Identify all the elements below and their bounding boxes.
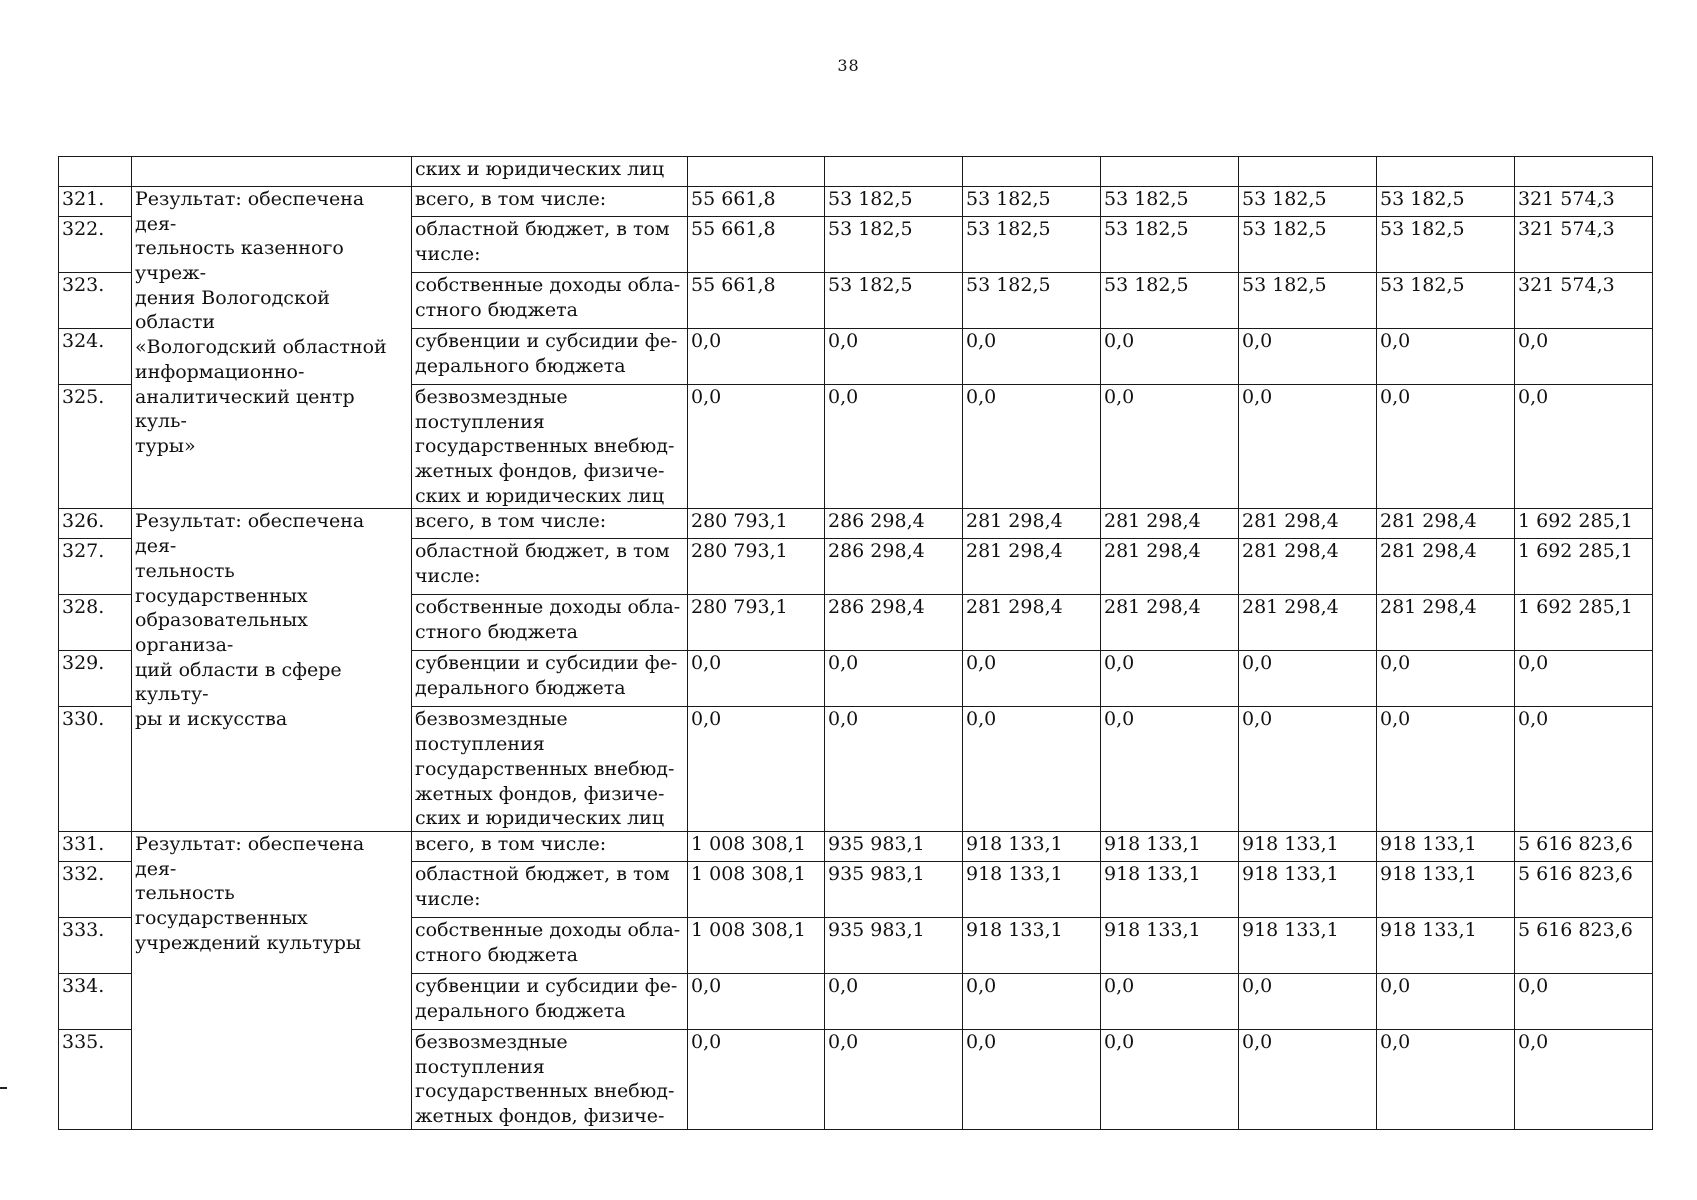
value-cell: 281 298,4 <box>1239 595 1377 651</box>
value-cell: 918 133,1 <box>963 861 1101 917</box>
value-cell: 0,0 <box>1515 385 1653 509</box>
value-cell: 0,0 <box>1101 385 1239 509</box>
value-cell: 53 182,5 <box>825 273 963 329</box>
value-cell: 0,0 <box>688 329 825 385</box>
value-cell: 0,0 <box>1101 707 1239 831</box>
value-cell: 918 133,1 <box>963 831 1101 861</box>
value-cell: 53 182,5 <box>1239 217 1377 273</box>
value-cell: 918 133,1 <box>1239 917 1377 973</box>
table-row <box>59 187 1653 217</box>
table-row <box>59 509 1653 539</box>
value-cell: 918 133,1 <box>1239 831 1377 861</box>
value-cell: 918 133,1 <box>1101 831 1239 861</box>
source-cell: всего, в том числе: <box>412 509 688 539</box>
value-cell: 281 298,4 <box>1377 509 1515 539</box>
value-cell: 0,0 <box>1515 651 1653 707</box>
value-cell: 281 298,4 <box>1101 595 1239 651</box>
value-cell: 918 133,1 <box>963 917 1101 973</box>
value-cell: 0,0 <box>963 1029 1101 1129</box>
value-cell: 55 661,8 <box>688 217 825 273</box>
value-cell: 0,0 <box>963 651 1101 707</box>
value-cell: 321 574,3 <box>1515 217 1653 273</box>
value-cell: 55 661,8 <box>688 273 825 329</box>
value-cell: 0,0 <box>963 385 1101 509</box>
value-cell: 53 182,5 <box>1377 217 1515 273</box>
value-cell: 918 133,1 <box>1101 861 1239 917</box>
value-cell: 0,0 <box>688 707 825 831</box>
value-cell: 0,0 <box>1377 385 1515 509</box>
value-cell: 935 983,1 <box>825 831 963 861</box>
margin-mark <box>0 1087 7 1089</box>
table-body <box>59 157 1653 1130</box>
value-cell: 1 008 308,1 <box>688 861 825 917</box>
row-number-cell: 334. <box>59 973 132 1029</box>
value-cell: 0,0 <box>825 1029 963 1129</box>
value-cell: 281 298,4 <box>963 595 1101 651</box>
value-cell: 53 182,5 <box>825 217 963 273</box>
value-cell: 281 298,4 <box>1377 539 1515 595</box>
value-cell: 0,0 <box>825 973 963 1029</box>
value-cell: 280 793,1 <box>688 595 825 651</box>
value-cell: 0,0 <box>1239 385 1377 509</box>
row-number-cell: 331. <box>59 831 132 861</box>
value-cell: 53 182,5 <box>1101 273 1239 329</box>
value-cell: 918 133,1 <box>1101 917 1239 973</box>
value-cell: 0,0 <box>688 1029 825 1129</box>
value-cell: 286 298,4 <box>825 595 963 651</box>
value-cell: 53 182,5 <box>1239 187 1377 217</box>
value-cell: 0,0 <box>1515 329 1653 385</box>
value-cell: 281 298,4 <box>963 539 1101 595</box>
value-cell: 0,0 <box>825 651 963 707</box>
row-number-cell: 324. <box>59 329 132 385</box>
source-cell: собственные доходы обла- стного бюджета <box>412 917 688 973</box>
value-cell: 0,0 <box>1377 707 1515 831</box>
value-cell: 286 298,4 <box>825 509 963 539</box>
result-cell: Результат: обеспечена дея- тельность казенного учреж- дения Вологодской области «Вологодский областной информационно- аналитический центр куль- туры» <box>132 187 412 509</box>
value-cell: 1 692 285,1 <box>1515 509 1653 539</box>
value-cell: 0,0 <box>963 329 1101 385</box>
row-number-cell <box>59 157 132 187</box>
value-cell: 53 182,5 <box>1377 187 1515 217</box>
row-number-cell: 326. <box>59 509 132 539</box>
value-cell: 281 298,4 <box>1377 595 1515 651</box>
value-cell: 0,0 <box>825 329 963 385</box>
page-number: 38 <box>837 56 860 75</box>
value-cell: 0,0 <box>688 651 825 707</box>
value-cell: 0,0 <box>1515 707 1653 831</box>
row-number-cell: 333. <box>59 917 132 973</box>
value-cell: 0,0 <box>1377 973 1515 1029</box>
value-cell <box>1377 157 1515 187</box>
value-cell: 53 182,5 <box>963 273 1101 329</box>
source-cell: безвозмездные поступления государственных внебюд- жетных фондов, физиче- ских и юридических лиц <box>412 707 688 831</box>
value-cell: 0,0 <box>963 707 1101 831</box>
row-number-cell: 330. <box>59 707 132 831</box>
row-number-cell: 335. <box>59 1029 132 1129</box>
value-cell: 0,0 <box>1515 1029 1653 1129</box>
value-cell: 0,0 <box>688 973 825 1029</box>
value-cell: 918 133,1 <box>1377 917 1515 973</box>
continuation-row <box>59 157 1653 187</box>
value-cell: 0,0 <box>825 385 963 509</box>
value-cell: 0,0 <box>1239 707 1377 831</box>
value-cell <box>963 157 1101 187</box>
row-number-cell: 332. <box>59 861 132 917</box>
source-cell: всего, в том числе: <box>412 831 688 861</box>
value-cell: 0,0 <box>688 385 825 509</box>
value-cell: 918 133,1 <box>1239 861 1377 917</box>
source-cell: субвенции и субсидии фе- дерального бюджета <box>412 329 688 385</box>
value-cell <box>825 157 963 187</box>
result-cell <box>132 157 412 187</box>
value-cell <box>1515 157 1653 187</box>
source-cell: безвозмездные поступления государственных внебюд- жетных фондов, физиче- ских и юридических лиц <box>412 385 688 509</box>
value-cell: 5 616 823,6 <box>1515 917 1653 973</box>
value-cell: 281 298,4 <box>1239 539 1377 595</box>
value-cell: 321 574,3 <box>1515 273 1653 329</box>
value-cell: 53 182,5 <box>825 187 963 217</box>
value-cell: 53 182,5 <box>963 187 1101 217</box>
value-cell: 0,0 <box>1239 1029 1377 1129</box>
source-cell: областной бюджет, в том числе: <box>412 217 688 273</box>
value-cell <box>1101 157 1239 187</box>
value-cell: 0,0 <box>1101 973 1239 1029</box>
value-cell: 0,0 <box>1239 651 1377 707</box>
source-cell: собственные доходы обла- стного бюджета <box>412 273 688 329</box>
budget-table <box>58 156 1653 1130</box>
source-cell: субвенции и субсидии фе- дерального бюджета <box>412 651 688 707</box>
value-cell: 5 616 823,6 <box>1515 861 1653 917</box>
value-cell: 0,0 <box>1101 651 1239 707</box>
value-cell: 286 298,4 <box>825 539 963 595</box>
value-cell: 918 133,1 <box>1377 831 1515 861</box>
row-number-cell: 329. <box>59 651 132 707</box>
value-cell: 281 298,4 <box>1101 509 1239 539</box>
row-number-cell: 327. <box>59 539 132 595</box>
source-cell: субвенции и субсидии фе- дерального бюджета <box>412 973 688 1029</box>
row-number-cell: 325. <box>59 385 132 509</box>
value-cell: 1 008 308,1 <box>688 831 825 861</box>
result-cell: Результат: обеспечена дея- тельность государственных учреждений культуры <box>132 831 412 1129</box>
value-cell: 0,0 <box>1101 329 1239 385</box>
value-cell <box>688 157 825 187</box>
value-cell: 53 182,5 <box>1239 273 1377 329</box>
value-cell: 0,0 <box>1101 1029 1239 1129</box>
value-cell: 0,0 <box>1377 651 1515 707</box>
value-cell: 918 133,1 <box>1377 861 1515 917</box>
value-cell: 0,0 <box>1377 329 1515 385</box>
row-number-cell: 328. <box>59 595 132 651</box>
value-cell <box>1239 157 1377 187</box>
value-cell: 281 298,4 <box>963 509 1101 539</box>
result-cell: Результат: обеспечена дея- тельность государственных образовательных организа- ций области в сфере культу- ры и искусства <box>132 509 412 831</box>
source-cell: областной бюджет, в том числе: <box>412 539 688 595</box>
value-cell: 1 692 285,1 <box>1515 595 1653 651</box>
value-cell: 55 661,8 <box>688 187 825 217</box>
source-cell: областной бюджет, в том числе: <box>412 861 688 917</box>
source-cell: собственные доходы обла- стного бюджета <box>412 595 688 651</box>
value-cell: 281 298,4 <box>1101 539 1239 595</box>
value-cell: 281 298,4 <box>1239 509 1377 539</box>
row-number-cell: 321. <box>59 187 132 217</box>
value-cell: 1 008 308,1 <box>688 917 825 973</box>
value-cell: 935 983,1 <box>825 861 963 917</box>
value-cell: 280 793,1 <box>688 509 825 539</box>
value-cell: 1 692 285,1 <box>1515 539 1653 595</box>
value-cell: 280 793,1 <box>688 539 825 595</box>
source-cell: безвозмездные поступления государственных внебюд- жетных фондов, физиче- <box>412 1029 688 1129</box>
value-cell: 0,0 <box>1239 329 1377 385</box>
value-cell: 5 616 823,6 <box>1515 831 1653 861</box>
row-number-cell: 322. <box>59 217 132 273</box>
value-cell: 53 182,5 <box>1101 217 1239 273</box>
value-cell: 0,0 <box>963 973 1101 1029</box>
table-row <box>59 831 1653 861</box>
source-cell: всего, в том числе: <box>412 187 688 217</box>
value-cell: 53 182,5 <box>1377 273 1515 329</box>
value-cell: 0,0 <box>1239 973 1377 1029</box>
value-cell: 321 574,3 <box>1515 187 1653 217</box>
value-cell: 0,0 <box>1515 973 1653 1029</box>
value-cell: 0,0 <box>825 707 963 831</box>
value-cell: 0,0 <box>1377 1029 1515 1129</box>
row-number-cell: 323. <box>59 273 132 329</box>
value-cell: 935 983,1 <box>825 917 963 973</box>
value-cell: 53 182,5 <box>963 217 1101 273</box>
source-cell: ских и юридических лиц <box>412 157 688 187</box>
value-cell: 53 182,5 <box>1101 187 1239 217</box>
